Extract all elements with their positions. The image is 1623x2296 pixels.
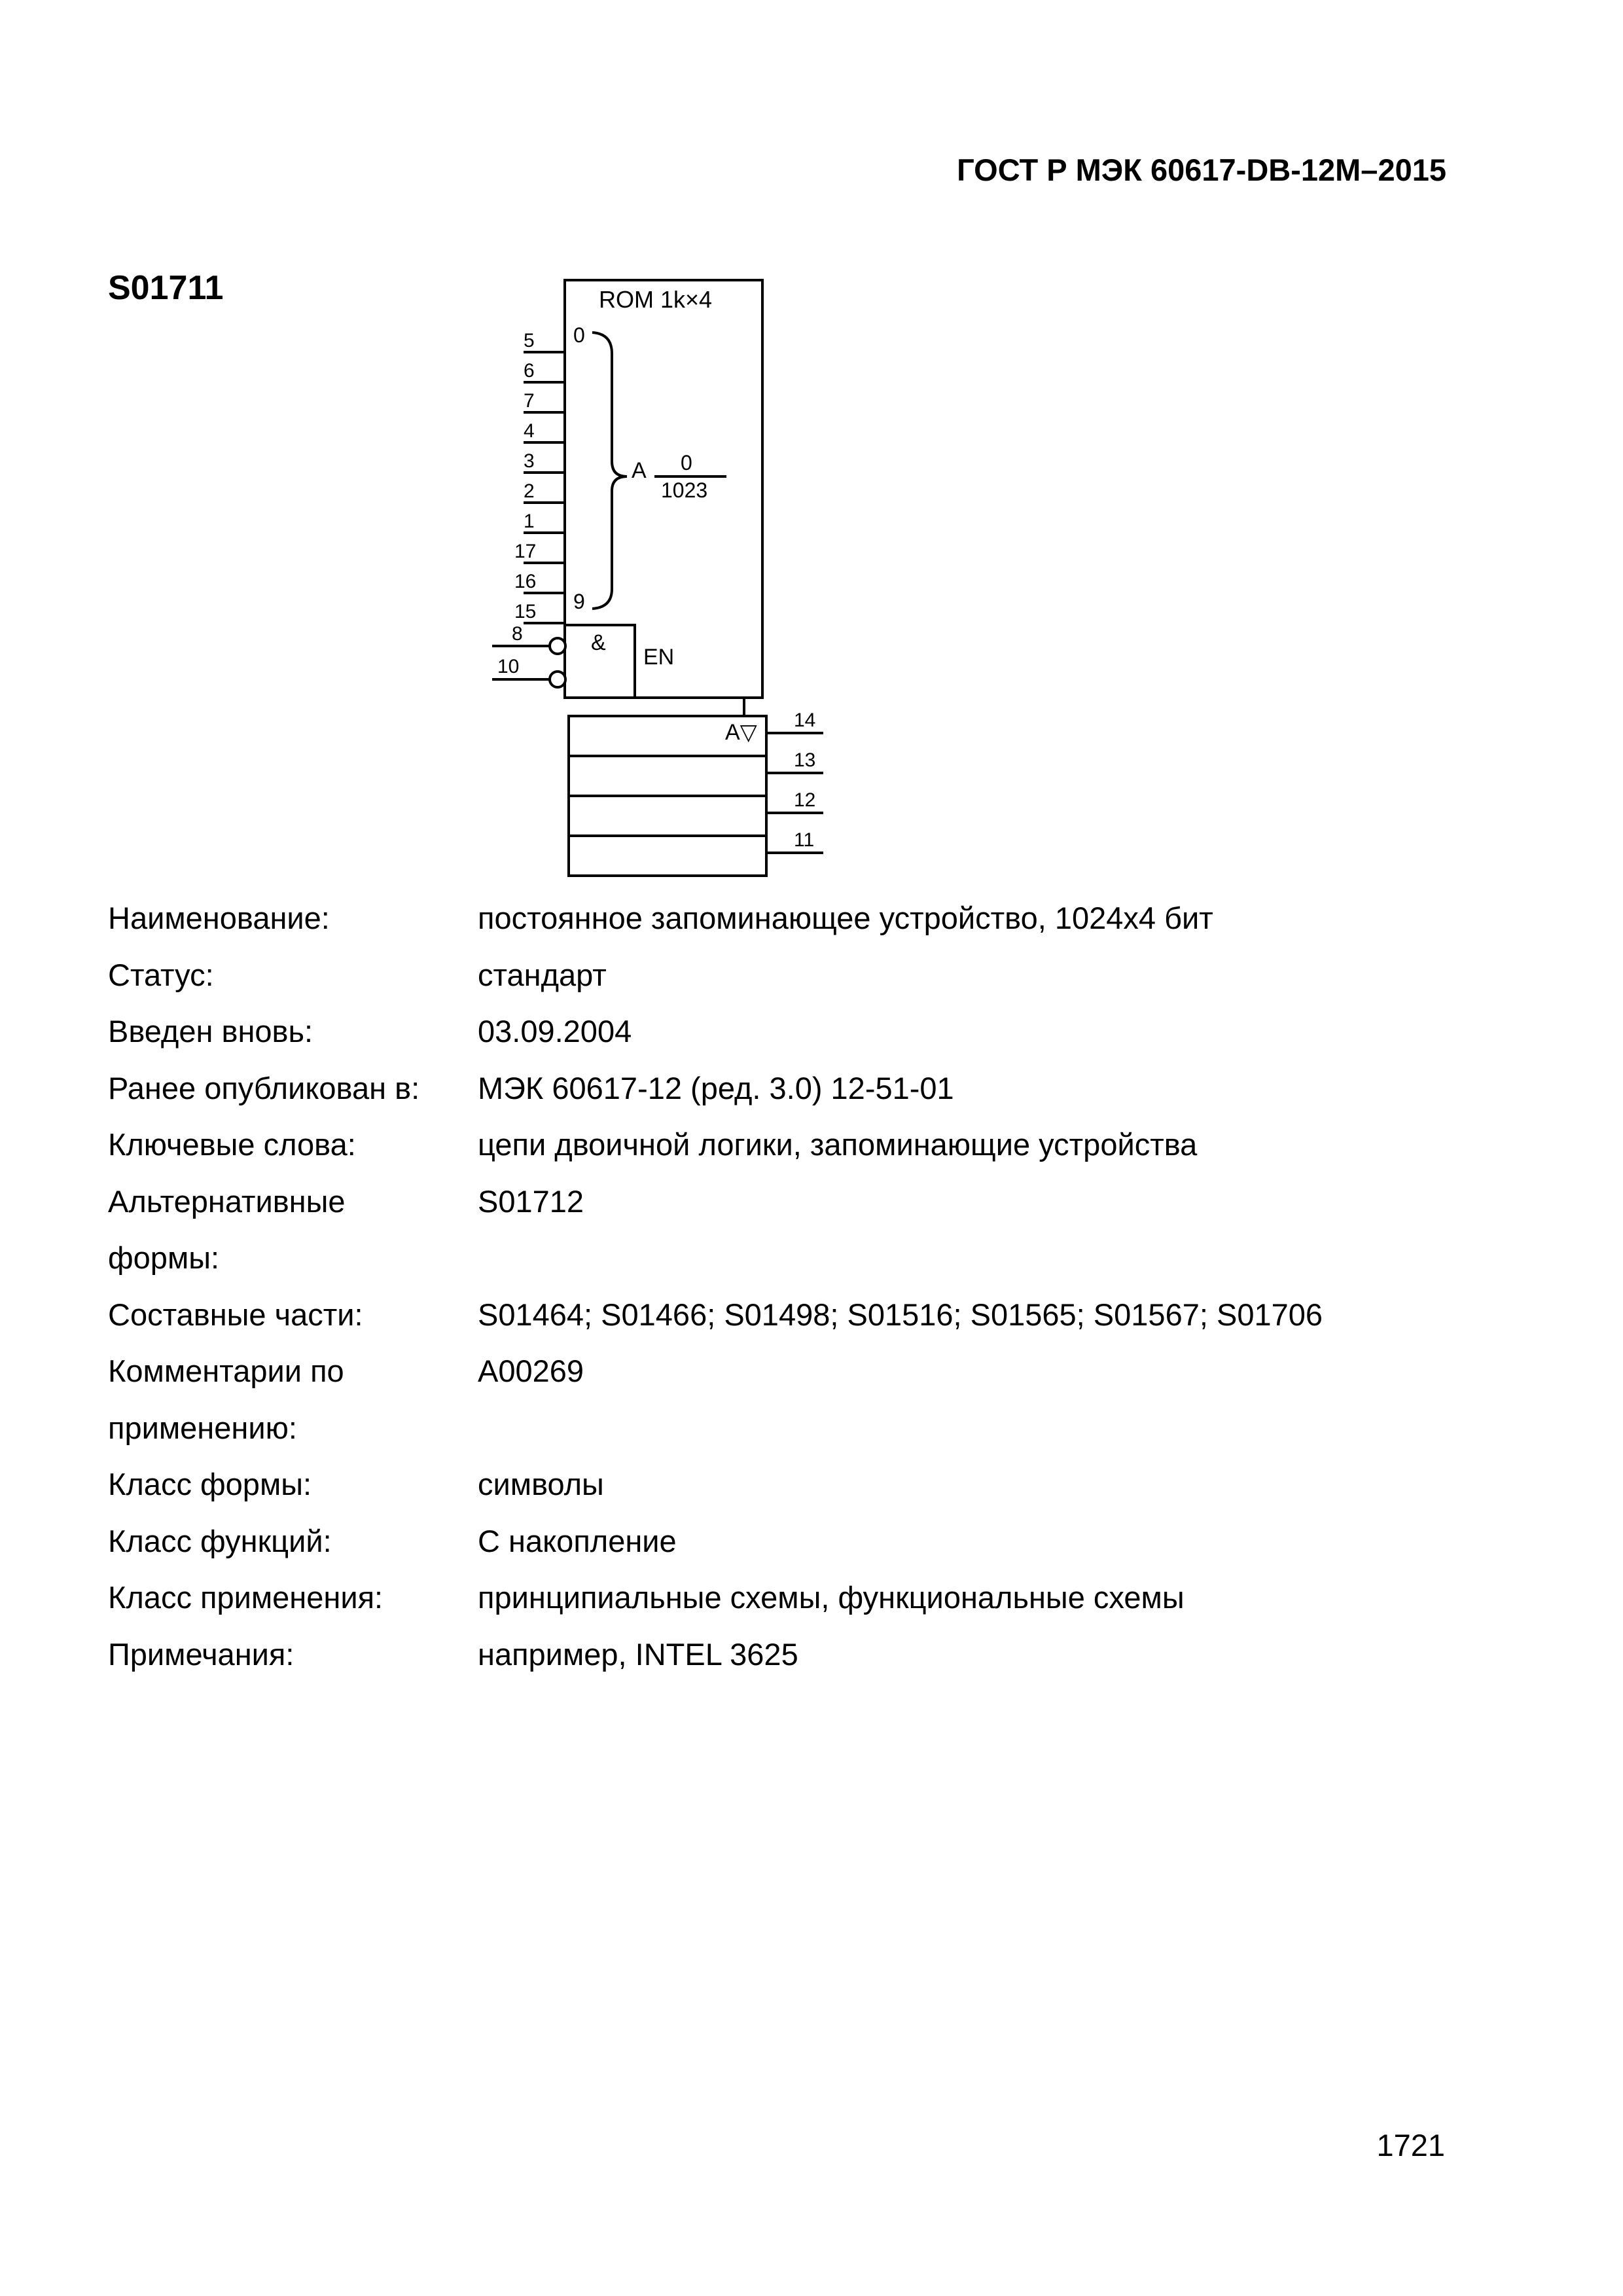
property-row [108, 1400, 1482, 1457]
property-row [108, 1513, 1482, 1570]
property-label: Наименование: [108, 901, 330, 935]
property-value: 03.09.2004 [478, 1014, 632, 1049]
property-value: цепи двоичной логики, запоминающие устройства [478, 1127, 1198, 1162]
enable-pin-label: 8 [512, 623, 523, 645]
document-header: ГОСТ Р МЭК 60617-DB-12M–2015 [957, 152, 1446, 187]
address-end-label: 9 [573, 590, 585, 613]
address-pin-label: 3 [524, 450, 535, 472]
property-row [108, 1174, 1482, 1230]
property-label: Ранее опубликован в: [108, 1070, 420, 1105]
property-label: Статус: [108, 957, 214, 992]
property-label: применению: [108, 1410, 297, 1445]
symbol-id: S01711 [108, 269, 224, 307]
property-row [108, 1456, 1482, 1513]
page-number: 1721 [1376, 2128, 1445, 2162]
properties-table [108, 890, 1482, 1683]
property-value: принципиальные схемы, функциональные схемы [478, 1580, 1185, 1615]
property-value: S01464; S01466; S01498; S01516; S01565; S01567; S01706 [478, 1297, 1323, 1332]
enable-label: EN [643, 645, 675, 670]
property-label: Введен вновь: [108, 1014, 313, 1049]
property-value: S01712 [478, 1183, 584, 1219]
property-value: постоянное запоминающее устройство, 1024х4 бит [478, 901, 1213, 935]
output-pin-label: 13 [794, 749, 816, 771]
and-label: & [591, 630, 606, 655]
property-value [478, 1400, 1482, 1457]
property-label: Класс функций: [108, 1523, 332, 1558]
property-label: Составные части: [108, 1297, 363, 1332]
address-pin-label: 17 [514, 541, 537, 562]
property-label: Альтернативные [108, 1183, 346, 1219]
output-label: A▽ [725, 720, 757, 745]
property-value: A00269 [478, 1354, 584, 1388]
property-row [108, 1570, 1482, 1626]
rom-title: ROM 1k×4 [599, 286, 713, 313]
property-row [108, 1003, 1482, 1060]
address-pin-label: 1 [524, 511, 535, 532]
range-numerator: 0 [681, 451, 692, 475]
output-pin-label: 12 [794, 789, 816, 811]
address-pin-label: 6 [524, 360, 535, 382]
property-value: МЭК 60617-12 (ред. 3.0) 12-51-01 [478, 1070, 954, 1105]
property-label: Класс формы: [108, 1467, 312, 1501]
property-label: Класс применения: [108, 1580, 383, 1615]
property-value: например, INTEL 3625 [478, 1636, 798, 1672]
address-label: A [632, 458, 647, 483]
output-pin-label: 14 [794, 709, 816, 731]
property-row [108, 1060, 1482, 1117]
property-value [478, 1230, 1482, 1287]
address-pin-label: 2 [524, 480, 535, 502]
property-row [108, 1287, 1482, 1344]
property-row [108, 1230, 1482, 1287]
property-value: стандарт [478, 957, 607, 992]
rom-symbol-diagram [458, 262, 877, 877]
property-row [108, 1626, 1482, 1683]
property-value: символы [478, 1467, 604, 1501]
address-brace [592, 332, 627, 609]
property-label: Примечания: [108, 1636, 294, 1672]
address-pin-label: 16 [514, 571, 537, 592]
address-pin-label: 4 [524, 420, 535, 442]
address-pin-label: 5 [524, 330, 535, 351]
property-row [108, 1343, 1482, 1400]
property-row [108, 1117, 1482, 1174]
property-row [108, 947, 1482, 1004]
property-label: Комментарии по [108, 1354, 344, 1388]
range-denominator: 1023 [661, 478, 708, 502]
property-label: Ключевые слова: [108, 1127, 356, 1162]
enable-inverter-2 [550, 672, 565, 687]
address-pin-label: 7 [524, 390, 535, 412]
output-pin-label: 11 [794, 829, 815, 851]
property-label: формы: [108, 1240, 220, 1275]
enable-inverter-1 [550, 638, 565, 654]
enable-pin-label: 10 [497, 656, 520, 677]
property-value: С накопление [478, 1523, 677, 1558]
address-start-label: 0 [573, 323, 585, 347]
property-row [108, 890, 1482, 947]
address-pin-label: 15 [514, 601, 537, 622]
